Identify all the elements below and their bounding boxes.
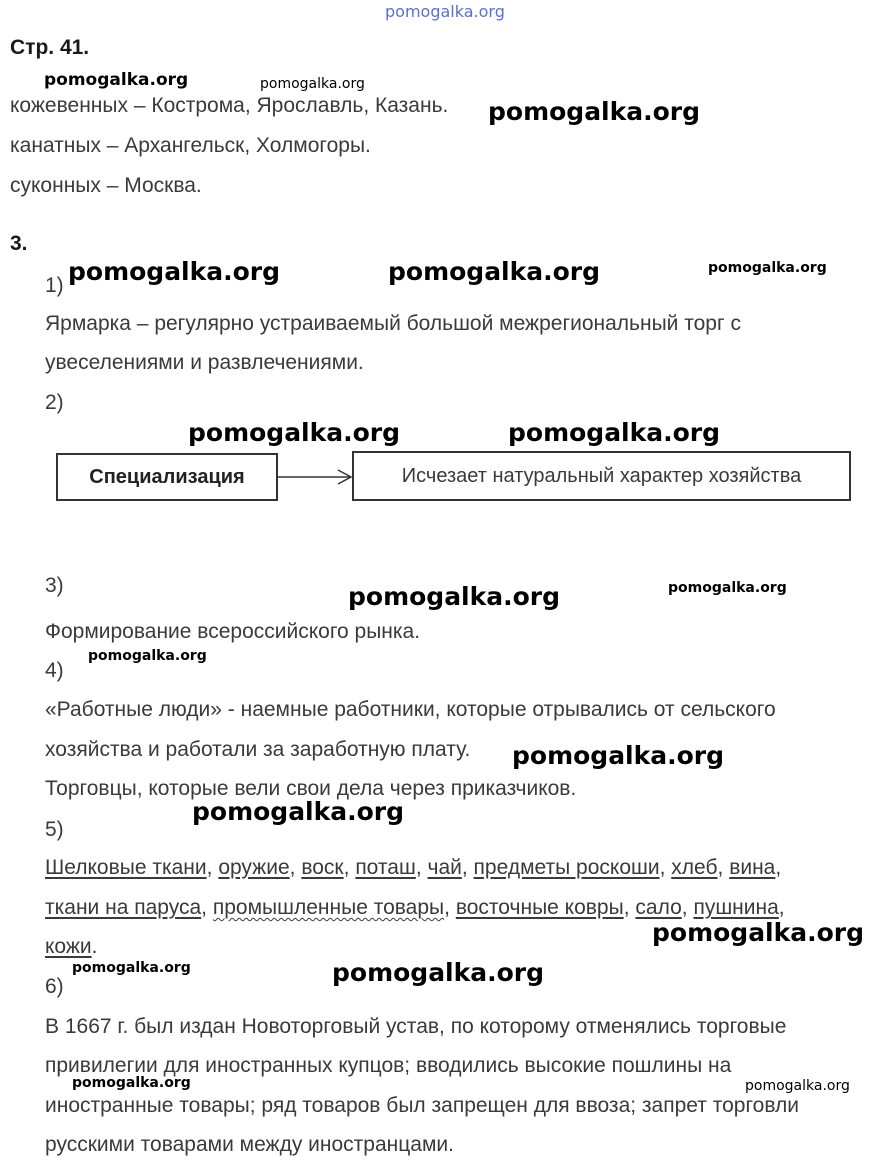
item3-text: Формирование всероссийского рынка. [45,620,421,643]
goods-line3: кожи. [45,935,98,958]
task-number: 3. [10,232,28,255]
watermark: pomogalka.org [188,418,401,447]
item4-line3: Торговцы, которые вели свои дела через приказчиков. [45,777,577,800]
goods-item: сало [635,896,682,919]
item4-line1: «Работные люди» - наемные работники, которые отрывались от сельского [45,698,776,721]
watermark: pomogalka.org [72,960,191,976]
goods-item: поташ [355,856,416,879]
item-number-1: 1) [45,274,64,297]
watermark: pomogalka.org [332,958,545,987]
watermark: pomogalka.org [44,70,189,90]
line-cloth: суконных – Москва. [10,174,202,197]
diagram-left-label: Специализация [89,465,245,488]
watermark: pomogalka.org [192,797,405,826]
diagram-right-label: Исчезает натуральный характер хозяйства [401,464,802,487]
goods-item: оружие [218,856,290,879]
goods-item: кожи [45,935,92,958]
goods-item: чай [427,856,462,879]
item-number-4: 4) [45,659,64,682]
item-number-6: 6) [45,975,64,998]
watermark: pomogalka.org [260,76,365,92]
watermark: pomogalka.org [72,1075,191,1091]
watermark: pomogalka.org [745,1078,850,1094]
item6-line4: русскими товарами между иностранцами. [45,1133,454,1156]
fair-definition-line2: увеселениями и развлечениями. [45,351,364,374]
diagram-box-result [352,451,851,501]
fair-definition-line1: Ярмарка – регулярно устраиваемый большой межрегиональный торг с [45,312,741,335]
line-rope: канатных – Архангельск, Холмогоры. [10,134,371,157]
item6-line2: привилегии для иностранных купцов; вводились высокие пошлины на [45,1054,732,1077]
goods-item: пушнина [693,896,779,919]
goods-item: ткани на паруса [45,896,202,919]
watermark: pomogalka.org [668,580,787,596]
goods-item: воск [301,856,344,879]
item6-line3: иностранные товары; ряд товаров был запрещен для ввоза; запрет торговли [45,1094,799,1117]
item6-line1: В 1667 г. был издан Новоторговый устав, по которому отменялись торговые [45,1015,787,1038]
watermark: pomogalka.org [652,918,865,947]
goods-item: промышленные товары [212,896,445,919]
item-number-3: 3) [45,574,64,597]
watermark: pomogalka.org [508,418,721,447]
goods-item: Шелковые ткани [45,856,207,879]
line-leather: кожевенных – Кострома, Ярославль, Казань. [10,94,449,117]
watermark: pomogalka.org [708,260,827,276]
item-number-5: 5) [45,818,64,841]
watermark: pomogalka.org [348,582,561,611]
diagram-box-specialization [56,453,278,501]
goods-item: хлеб [671,856,718,879]
watermark: pomogalka.org [68,257,281,286]
goods-item: предметы роскоши [473,856,660,879]
diagram-arrow [278,468,354,486]
page-ref: Стр. 41. [10,36,90,59]
item4-line2: хозяйства и работали за заработную плату. [45,738,471,761]
watermark: pomogalka.org [388,257,601,286]
goods-line2: ткани на паруса, промышленные товары, восточные ковры, сало, пушнина, [45,896,785,919]
item-number-2: 2) [45,391,64,414]
goods-line1: Шелковые ткани, оружие, воск, поташ, чай, предметы роскоши, хлеб, вина, [45,856,782,879]
watermark-top: pomogalka.org [385,2,505,21]
watermark: pomogalka.org [88,648,207,664]
goods-item: вина [729,856,776,879]
watermark: pomogalka.org [512,741,725,770]
goods-item: восточные ковры [455,896,624,919]
watermark: pomogalka.org [488,97,701,126]
